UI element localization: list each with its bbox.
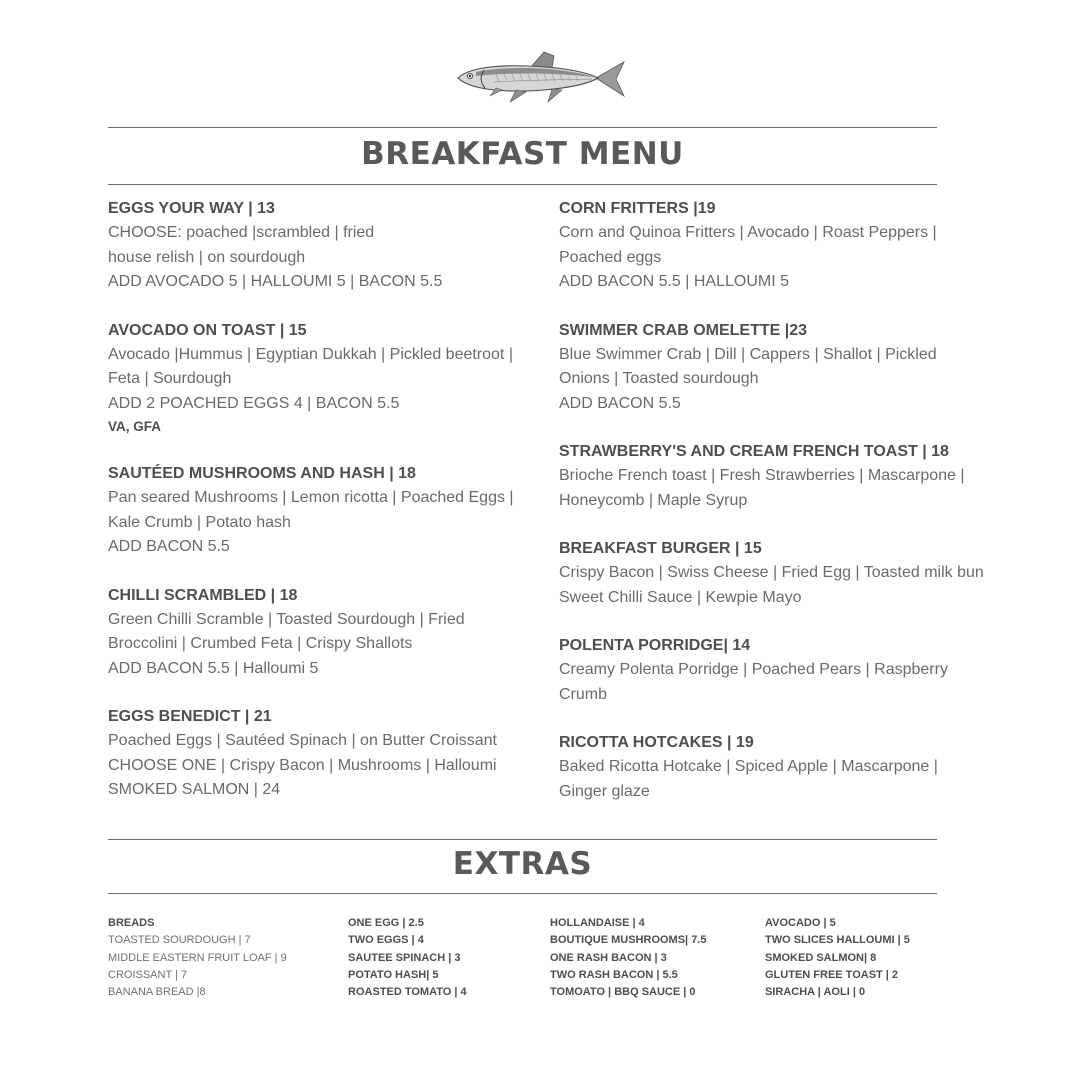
menu-item-title: SWIMMER CRAB OMELETTE |23: [559, 321, 808, 339]
fish-icon: [456, 48, 626, 108]
menu-item: [559, 537, 984, 610]
extras-item: POTATO HASH| 5: [348, 968, 439, 981]
menu-item-description: CHOOSE ONE | Crispy Bacon | Mushrooms | Halloumi: [108, 756, 497, 774]
menu-item-description: ADD BACON 5.5: [559, 394, 681, 412]
extras-item: AVOCADO | 5: [765, 917, 836, 929]
menu-item-description: Creamy Polenta Porridge | Poached Pears | Raspberry: [559, 661, 948, 678]
extras-column-sides: [765, 915, 910, 1001]
menu-item-title: POLENTA PORRIDGE| 14: [559, 637, 751, 654]
extras-item: TWO EGGS | 4: [348, 934, 424, 947]
extras-item: ROASTED TOMATO | 4: [348, 986, 467, 999]
menu-item-description: Poached Eggs | Sautéed Spinach | on Butter Croissant: [108, 732, 497, 749]
dietary-tag: VA, GFA: [108, 419, 162, 434]
menu-column-left: [108, 197, 528, 827]
menu-item-description: Corn and Quinoa Fritters | Avocado | Roast Peppers |: [559, 224, 937, 241]
menu-item: [108, 705, 528, 803]
menu-item-title: CORN FRITTERS |19: [559, 200, 716, 217]
menu-item: [559, 731, 979, 804]
menu-item-description: house relish | on sourdough: [108, 248, 306, 266]
extras-column-sauces: [550, 915, 706, 1001]
menu-item-title: BREAKFAST BURGER | 15: [559, 540, 762, 557]
menu-item-description: Avocado |Hummus | Egyptian Dukkah | Pickled beetroot |: [108, 345, 513, 363]
extras-item: SAUTEE SPINACH | 3: [348, 951, 461, 964]
menu-item-description: Poached eggs: [559, 248, 662, 266]
menu-item-description: ADD AVOCADO 5 | HALLOUMI 5 | BACON 5.5: [108, 273, 443, 290]
menu-item-description: Pan seared Mushrooms | Lemon ricotta | Poached Eggs |: [108, 489, 514, 506]
menu-item-description: ADD BACON 5.5 | HALLOUMI 5: [559, 273, 789, 290]
menu-item-description: Green Chilli Scramble | Toasted Sourdough | Fried: [108, 610, 465, 628]
extras-item: TOASTED SOURDOUGH | 7: [108, 934, 251, 947]
menu-item-description: ADD 2 POACHED EGGS 4 | BACON 5.5: [108, 394, 400, 412]
menu-item: [559, 197, 979, 295]
menu-item-title: EGGS YOUR WAY | 13: [108, 200, 275, 217]
extras-item: BANANA BREAD |8: [108, 986, 206, 999]
extras-item: ONE RASH BACON | 3: [550, 951, 667, 964]
extras-item: BOUTIQUE MUSHROOMS| 7.5: [550, 934, 707, 947]
menu-item-description: Honeycomb | Maple Syrup: [559, 491, 748, 509]
extras-item: SIRACHA | AOLI | 0: [765, 986, 866, 999]
menu-item-title: SAUTÉED MUSHROOMS AND HASH | 18: [108, 465, 416, 482]
extras-item: ONE EGG | 2.5: [348, 917, 424, 929]
extras-item: GLUTEN FREE TOAST | 2: [765, 968, 899, 981]
page-title: BREAKFAST MENU: [361, 136, 684, 172]
menu-item-description: Brioche French toast | Fresh Strawberries | Mascarpone |: [559, 467, 965, 484]
menu-item: [108, 197, 528, 295]
menu-item-title: EGGS BENEDICT | 21: [108, 708, 272, 725]
menu-item: [559, 440, 979, 513]
menu-item-description: Feta | Sourdough: [108, 370, 232, 387]
menu-item-description: Crispy Bacon | Swiss Cheese | Fried Egg | Toasted milk bun: [559, 564, 984, 581]
extras-item: TOMOATO | BBQ SAUCE | 0: [550, 986, 696, 999]
menu-item-title: CHILLI SCRAMBLED | 18: [108, 586, 298, 604]
menu-item-description: SMOKED SALMON | 24: [108, 781, 281, 798]
title-divider: [108, 184, 937, 185]
menu-item-description: Blue Swimmer Crab | Dill | Cappers | Shallot | Pickled: [559, 345, 937, 363]
menu-item: [559, 319, 979, 417]
menu-item-description: Sweet Chilli Sauce | Kewpie Mayo: [559, 588, 802, 606]
menu-item-title: AVOCADO ON TOAST | 15: [108, 321, 307, 339]
menu-item-description: ADD BACON 5.5: [108, 538, 230, 555]
menu-item-title: STRAWBERRY'S AND CREAM FRENCH TOAST | 18: [559, 443, 949, 460]
menu-item-description: Ginger glaze: [559, 782, 650, 800]
extras-item: MIDDLE EASTERN FRUIT LOAF | 9: [108, 951, 287, 964]
extras-top-divider: [108, 839, 937, 840]
menu-item-description: Baked Ricotta Hotcake | Spiced Apple | Mascarpone |: [559, 758, 938, 775]
menu-item-title: RICOTTA HOTCAKES | 19: [559, 734, 754, 751]
extras-column-breads: [108, 915, 287, 1001]
menu-item-description: Onions | Toasted sourdough: [559, 370, 759, 387]
menu-item-description: Crumb: [559, 685, 608, 703]
extras-item: TWO SLICES HALLOUMI | 5: [765, 934, 910, 947]
extras-title: EXTRAS: [452, 846, 593, 882]
extras-item: HOLLANDAISE | 4: [550, 917, 645, 929]
menu-item-description: Broccolini | Crumbed Feta | Crispy Shallots: [108, 635, 413, 652]
extras-heading: BREADS: [108, 917, 155, 929]
extras-item: TWO RASH BACON | 5.5: [550, 968, 678, 981]
extras-column-eggs: [348, 915, 467, 1001]
menu-item-description: Kale Crumb | Potato hash: [108, 513, 291, 531]
menu-item: [108, 584, 528, 682]
menu-item: [108, 319, 528, 439]
menu-item-description: ADD BACON 5.5 | Halloumi 5: [108, 659, 319, 677]
menu-item-description: CHOOSE: poached |scrambled | fried: [108, 224, 375, 241]
menu-column-right: [559, 197, 984, 828]
extras-item: SMOKED SALMON| 8: [765, 951, 877, 964]
menu-item: [559, 634, 979, 707]
extras-bottom-divider: [108, 893, 937, 894]
top-divider: [108, 127, 937, 128]
menu-item: [108, 462, 528, 560]
extras-item: CROISSANT | 7: [108, 968, 188, 981]
